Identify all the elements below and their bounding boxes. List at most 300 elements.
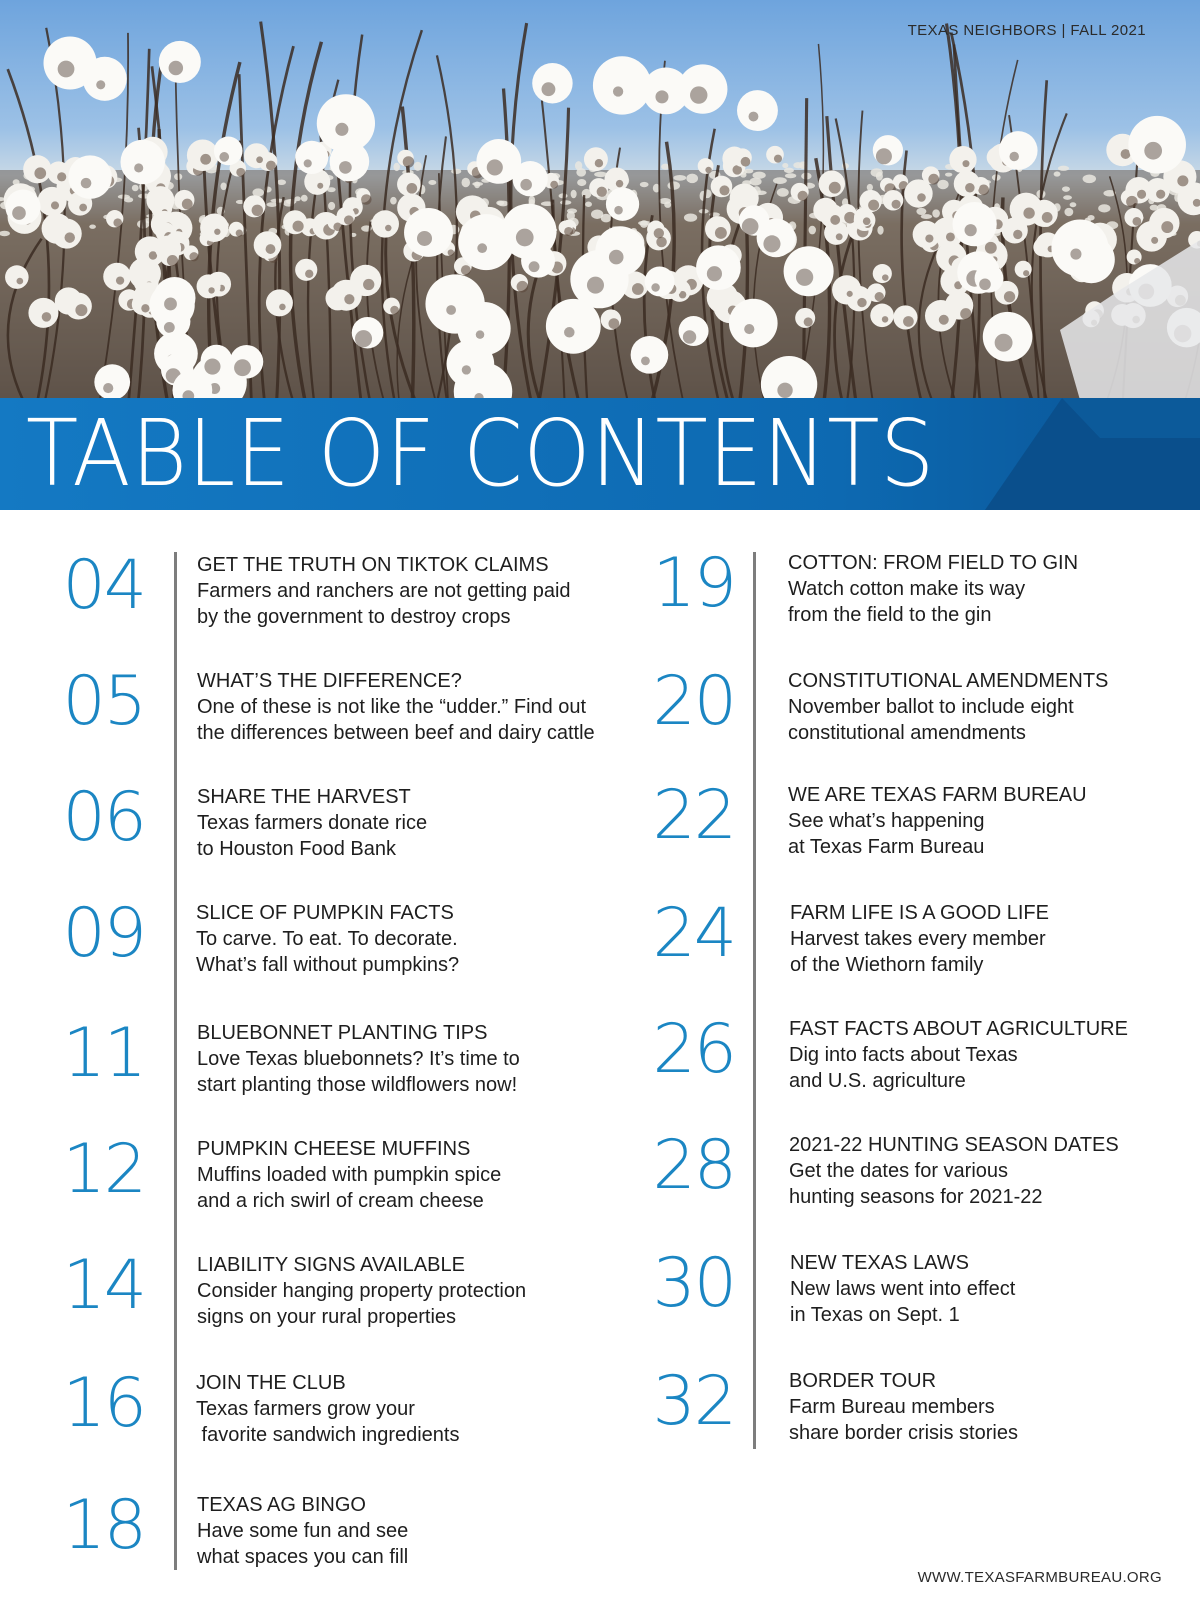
- entry-desc-line: See what’s happening: [788, 810, 985, 832]
- boll-shadow: [182, 199, 193, 210]
- entry-title: CONSTITUTIONAL AMENDMENTS: [788, 670, 1109, 692]
- cotton-boll: [328, 202, 335, 210]
- boll-shadow: [960, 308, 971, 319]
- cotton-boll: [200, 214, 228, 242]
- cotton-boll: [372, 210, 399, 237]
- boll-shadow: [134, 163, 143, 172]
- cotton-boll: [645, 267, 675, 297]
- cotton-boll: [773, 177, 787, 184]
- masthead: TEXAS NEIGHBORS | FALL 2021: [907, 22, 1146, 39]
- cotton-boll: [576, 168, 586, 177]
- boll-shadow: [208, 287, 214, 293]
- cotton-boll: [1054, 171, 1061, 176]
- page-number: 06: [62, 778, 145, 857]
- entry-desc-line: New laws went into effect: [790, 1278, 1016, 1300]
- boll-shadow: [516, 229, 534, 247]
- page-number: 12: [62, 1130, 145, 1209]
- entry-desc-line: by the government to destroy crops: [197, 606, 511, 628]
- page-number: 26: [652, 1010, 735, 1089]
- boll-shadow: [595, 159, 603, 167]
- boll-shadow: [655, 90, 668, 103]
- boll-shadow: [995, 334, 1013, 352]
- boll-shadow: [477, 243, 487, 253]
- entry-title: TEXAS AG BINGO: [197, 1494, 366, 1516]
- entry-desc-line: Farm Bureau members: [789, 1396, 995, 1418]
- boll-shadow: [641, 356, 650, 365]
- boll-shadow: [613, 86, 623, 96]
- entry-title: 2021-22 HUNTING SEASON DATES: [789, 1134, 1119, 1156]
- cotton-boll: [295, 259, 317, 281]
- boll-shadow: [461, 265, 471, 275]
- boll-shadow: [417, 231, 432, 246]
- cotton-boll: [214, 137, 243, 166]
- boll-shadow: [517, 281, 529, 293]
- entry-desc-line: of the Wiethorn family: [790, 954, 984, 976]
- cotton-boll: [68, 155, 112, 199]
- boll-shadow: [363, 279, 374, 290]
- cotton-boll: [462, 178, 470, 188]
- boll-shadow: [587, 277, 604, 294]
- boll-shadow: [876, 148, 892, 164]
- page-number: 09: [62, 894, 145, 973]
- boll-shadow: [169, 61, 183, 75]
- boll-shadow: [965, 224, 977, 236]
- cotton-boll: [1083, 175, 1096, 184]
- boll-shadow: [219, 152, 229, 162]
- cotton-boll: [83, 57, 127, 101]
- cotton-boll: [631, 336, 669, 374]
- boll-shadow: [614, 206, 623, 215]
- boll-shadow: [742, 218, 759, 235]
- entry-desc-line: Texas farmers grow your: [196, 1398, 415, 1420]
- boll-shadow: [1023, 270, 1029, 276]
- page-number: 24: [652, 894, 735, 973]
- boll-shadow: [189, 252, 198, 261]
- boll-shadow: [462, 365, 471, 374]
- boll-shadow: [34, 167, 46, 179]
- boll-shadow: [355, 330, 372, 347]
- cotton-boll: [254, 231, 282, 259]
- boll-shadow: [1126, 196, 1138, 208]
- boll-shadow: [632, 283, 644, 295]
- boll-shadow: [65, 232, 75, 242]
- entry-desc-line: share border crisis stories: [789, 1422, 1018, 1444]
- cotton-boll: [1062, 186, 1070, 191]
- cotton-boll: [132, 185, 139, 191]
- boll-shadow: [75, 304, 87, 316]
- entry-desc-line: signs on your rural properties: [197, 1306, 457, 1328]
- boll-shadow: [763, 235, 780, 252]
- right-column-divider: [753, 552, 756, 1449]
- boll-shadow: [317, 183, 323, 189]
- cotton-boll: [458, 214, 514, 270]
- left-column-divider: [174, 552, 177, 1570]
- cotton-boll: [954, 171, 980, 197]
- boll-shadow: [1010, 152, 1019, 161]
- boll-shadow: [476, 330, 485, 339]
- cotton-boll: [390, 197, 397, 205]
- boll-shadow: [164, 298, 177, 311]
- boll-shadow: [777, 383, 792, 398]
- boll-shadow: [339, 161, 352, 174]
- hero-cotton-photo: [0, 0, 1200, 400]
- entry-title: WE ARE TEXAS FARM BUREAU: [788, 784, 1087, 806]
- boll-shadow: [200, 154, 211, 165]
- boll-shadow: [51, 201, 59, 209]
- cotton-boll: [301, 195, 308, 202]
- boll-shadow: [487, 159, 503, 175]
- boll-shadow: [448, 249, 454, 255]
- boll-shadow: [774, 155, 782, 163]
- boll-shadow: [875, 292, 884, 301]
- cotton-boll: [932, 209, 940, 217]
- boll-shadow: [1023, 207, 1034, 218]
- cotton-boll: [451, 169, 461, 174]
- boll-shadow: [654, 228, 664, 238]
- cotton-boll: [953, 202, 997, 246]
- boll-shadow: [550, 181, 558, 189]
- cotton-boll: [749, 178, 761, 186]
- boll-shadow: [978, 185, 989, 196]
- cotton-boll: [103, 263, 131, 291]
- boll-shadow: [836, 233, 843, 240]
- boll-shadow: [214, 229, 220, 235]
- boll-shadow: [57, 172, 66, 181]
- cotton-boll: [809, 226, 816, 235]
- boll-shadow: [1161, 221, 1173, 233]
- boll-shadow: [744, 324, 754, 334]
- entry-desc-line: Have some fun and see: [197, 1520, 409, 1542]
- boll-shadow: [79, 204, 87, 212]
- boll-shadow: [385, 225, 391, 231]
- boll-shadow: [917, 193, 926, 202]
- cotton-boll: [937, 180, 948, 190]
- boll-shadow: [1134, 258, 1140, 264]
- cotton-boll: [925, 300, 957, 332]
- entry-desc-line: hunting seasons for 2021-22: [789, 1186, 1043, 1208]
- boll-shadow: [1004, 291, 1015, 302]
- entry-title: SHARE THE HARVEST: [197, 786, 411, 808]
- cotton-boll: [686, 174, 698, 184]
- entry-desc-line: start planting those wildflowers now!: [197, 1074, 518, 1096]
- boll-shadow: [164, 322, 175, 333]
- boll-shadow: [609, 250, 624, 265]
- cotton-boll: [1070, 202, 1077, 207]
- boll-shadow: [96, 80, 105, 89]
- cotton-boll: [277, 179, 286, 185]
- boll-shadow: [279, 304, 286, 311]
- entry-title: NEW TEXAS LAWS: [790, 1252, 969, 1274]
- cotton-boll: [793, 162, 803, 168]
- boll-shadow: [1156, 190, 1165, 199]
- entry-desc-line: favorite sandwich ingredients: [196, 1424, 460, 1446]
- boll-shadow: [857, 298, 866, 307]
- boll-shadow: [651, 283, 659, 291]
- entry-title: SLICE OF PUMPKIN FACTS: [196, 902, 454, 924]
- boll-shadow: [892, 200, 901, 209]
- cotton-boll: [684, 213, 697, 221]
- boll-shadow: [1013, 230, 1022, 239]
- cotton-boll: [546, 299, 601, 354]
- boll-shadow: [656, 237, 667, 248]
- entry-desc-line: constitutional amendments: [788, 722, 1026, 744]
- boll-shadow: [882, 316, 888, 322]
- cotton-boll: [673, 175, 686, 181]
- boll-shadow: [236, 230, 243, 237]
- entry-desc-line: and a rich swirl of cream cheese: [197, 1190, 484, 1212]
- boll-shadow: [116, 276, 124, 284]
- boll-shadow: [863, 217, 871, 225]
- cotton-boll: [593, 56, 651, 114]
- boll-shadow: [1177, 175, 1188, 186]
- boll-shadow: [979, 278, 991, 290]
- boll-shadow: [236, 168, 245, 177]
- cotton-boll: [659, 198, 671, 204]
- cotton-boll: [393, 163, 399, 171]
- cotton-boll: [28, 298, 58, 328]
- cotton-boll: [244, 143, 269, 168]
- cotton-boll: [5, 265, 29, 289]
- page-number: 04: [62, 546, 145, 625]
- cotton-boll: [266, 289, 293, 316]
- boll-shadow: [446, 305, 456, 315]
- boll-shadow: [167, 255, 178, 266]
- cotton-boll: [571, 190, 577, 199]
- cotton-boll: [414, 162, 422, 171]
- entry-desc-line: Texas farmers donate rice: [197, 812, 428, 834]
- entry-desc-line: November ballot to include eight: [788, 696, 1074, 718]
- entry-title: FARM LIFE IS A GOOD LIFE: [790, 902, 1049, 924]
- website-url[interactable]: WWW.TEXASFARMBUREAU.ORG: [917, 1569, 1162, 1586]
- boll-shadow: [741, 157, 751, 167]
- cotton-boll: [785, 173, 796, 178]
- boll-shadow: [1151, 237, 1158, 244]
- boll-shadow: [882, 274, 889, 281]
- boll-shadow: [305, 270, 313, 278]
- entry-title: GET THE TRUTH ON TIKTOK CLAIMS: [197, 554, 549, 576]
- entry-desc-line: Consider hanging property protection: [197, 1280, 527, 1302]
- boll-shadow: [361, 194, 372, 205]
- page-number: 05: [62, 662, 145, 741]
- entry-desc-line: in Texas on Sept. 1: [790, 1304, 960, 1326]
- cotton-boll: [737, 90, 778, 131]
- boll-shadow: [204, 358, 220, 374]
- cotton-boll: [1051, 220, 1108, 277]
- entry-desc-line: What’s fall without pumpkins?: [196, 954, 460, 976]
- cotton-boll: [916, 208, 926, 215]
- page-number: 32: [652, 1362, 735, 1441]
- boll-shadow: [564, 327, 575, 338]
- cotton-boll: [267, 202, 278, 207]
- cotton-boll: [870, 304, 894, 328]
- boll-shadow: [542, 82, 556, 96]
- boll-shadow: [293, 221, 304, 232]
- boll-shadow: [804, 317, 813, 326]
- boll-shadow: [597, 187, 607, 197]
- boll-shadow: [42, 312, 52, 322]
- page-number: 19: [652, 544, 735, 623]
- boll-shadow: [344, 215, 354, 225]
- boll-shadow: [925, 234, 933, 242]
- boll-shadow: [17, 278, 24, 285]
- page-number: 14: [62, 1246, 145, 1325]
- boll-shadow: [266, 244, 276, 254]
- cotton-boll: [154, 277, 196, 319]
- boll-shadow: [1042, 212, 1053, 223]
- cotton-boll: [1063, 195, 1072, 200]
- boll-shadow: [81, 178, 92, 189]
- cotton-boll: [606, 188, 639, 221]
- cotton-boll: [1015, 261, 1032, 278]
- cotton-boll: [317, 94, 375, 152]
- entry-title: FAST FACTS ABOUT AGRICULTURE: [789, 1018, 1128, 1040]
- cotton-boll: [428, 180, 436, 185]
- boll-shadow: [234, 359, 251, 376]
- cotton-boll: [584, 147, 608, 171]
- cotton-boll: [640, 182, 649, 187]
- boll-shadow: [520, 179, 532, 191]
- cotton-boll: [120, 140, 164, 184]
- boll-shadow: [407, 183, 418, 194]
- cotton-boll: [560, 200, 571, 205]
- cotton-boll: [904, 179, 932, 207]
- cotton-boll: [294, 196, 301, 201]
- boll-shadow: [564, 227, 573, 236]
- entry-desc-line: at Texas Farm Bureau: [788, 836, 985, 858]
- cotton-boll: [1064, 208, 1073, 216]
- cotton-boll: [89, 224, 96, 228]
- boll-shadow: [616, 180, 623, 187]
- cotton-boll: [585, 202, 592, 207]
- cotton-boll: [425, 274, 484, 333]
- cotton-boll: [729, 299, 778, 348]
- boll-shadow: [847, 291, 853, 297]
- boll-shadow: [1144, 142, 1162, 160]
- cotton-boll: [220, 182, 226, 190]
- entry-title: PUMPKIN CHEESE MUFFINS: [197, 1138, 471, 1160]
- cotton-boll: [873, 264, 892, 283]
- entry-desc-line: Dig into facts about Texas: [789, 1044, 1018, 1066]
- entry-title: BLUEBONNET PLANTING TIPS: [197, 1022, 488, 1044]
- boll-shadow: [1132, 217, 1141, 226]
- entry-desc-line: and U.S. agriculture: [789, 1070, 966, 1092]
- page-number: 11: [62, 1014, 145, 1093]
- cotton-boll: [496, 200, 504, 205]
- cotton-boll: [1098, 204, 1110, 212]
- entry-title: LIABILITY SIGNS AVAILABLE: [197, 1254, 465, 1276]
- cotton-boll: [832, 275, 861, 304]
- entry-title: JOIN THE CLUB: [196, 1372, 346, 1394]
- cotton-boll: [913, 221, 941, 249]
- boll-shadow: [266, 161, 276, 171]
- boll-shadow: [1137, 190, 1146, 199]
- cotton-boll: [640, 220, 648, 228]
- boll-shadow: [796, 269, 813, 286]
- boll-shadow: [256, 156, 263, 163]
- boll-shadow: [683, 330, 696, 343]
- boll-shadow: [798, 191, 808, 201]
- cotton-boll: [447, 340, 495, 388]
- cotton-boll: [577, 179, 586, 186]
- boll-shadow: [962, 160, 969, 167]
- page-number: 18: [62, 1486, 145, 1565]
- boll-shadow: [829, 182, 841, 194]
- entry-desc-line: Get the dates for various: [789, 1160, 1009, 1182]
- entry-desc-line: Farmers and ranchers are not getting paid: [197, 580, 571, 602]
- cotton-field-illustration: [0, 0, 1200, 400]
- entry-desc-line: Watch cotton make its way: [788, 578, 1026, 600]
- boll-shadow: [946, 233, 955, 242]
- cotton-boll: [877, 226, 883, 235]
- entry-desc-line: One of these is not like the “udder.” Find out: [197, 696, 587, 718]
- entry-title: COTTON: FROM FIELD TO GIN: [788, 552, 1079, 574]
- boll-shadow: [868, 200, 879, 211]
- boll-shadow: [985, 242, 997, 254]
- boll-shadow: [252, 205, 263, 216]
- page-title: TABLE OF CONTENTS: [26, 400, 935, 507]
- entry-desc-line: Love Texas bluebonnets? It’s time to: [197, 1048, 520, 1070]
- entry-desc-line: Muffins loaded with pumpkin spice: [197, 1164, 502, 1186]
- boll-shadow: [1070, 249, 1081, 260]
- boll-shadow: [12, 206, 26, 220]
- page-number: 30: [652, 1244, 735, 1323]
- entry-desc-line: to Houston Food Bank: [197, 838, 397, 860]
- entry-desc-line: To carve. To eat. To decorate.: [196, 928, 458, 950]
- boll-shadow: [141, 304, 149, 312]
- cotton-boll: [945, 173, 952, 177]
- cotton-boll: [5, 189, 40, 224]
- boll-shadow: [304, 159, 312, 167]
- cotton-boll: [295, 141, 328, 174]
- boll-shadow: [58, 61, 75, 78]
- cotton-boll: [513, 161, 548, 196]
- boll-shadow: [335, 123, 348, 136]
- cotton-boll: [871, 168, 883, 177]
- boll-shadow: [965, 183, 974, 192]
- boll-shadow: [830, 215, 840, 225]
- cotton-boll: [601, 214, 612, 223]
- entry-desc-line: Harvest takes every member: [790, 928, 1046, 950]
- boll-shadow: [403, 156, 414, 167]
- entry-desc-line: from the field to the gin: [788, 604, 992, 626]
- entry-desc-line: what spaces you can fill: [197, 1546, 409, 1568]
- cotton-boll: [949, 146, 976, 173]
- page-number: 22: [652, 776, 735, 855]
- cotton-boll: [782, 163, 788, 168]
- cotton-boll: [197, 274, 221, 298]
- cotton-boll: [999, 131, 1038, 170]
- boll-shadow: [928, 174, 939, 185]
- boll-shadow: [608, 318, 619, 329]
- cotton-boll: [777, 188, 789, 197]
- entry-title: BORDER TOUR: [789, 1370, 937, 1392]
- boll-shadow: [529, 261, 540, 272]
- cotton-boll: [567, 208, 577, 213]
- page-number: 20: [652, 662, 735, 741]
- cotton-boll: [784, 168, 794, 173]
- cotton-boll: [1087, 215, 1094, 220]
- boll-shadow: [103, 383, 113, 393]
- boll-shadow: [719, 185, 729, 195]
- cotton-boll: [94, 364, 130, 400]
- boll-shadow: [690, 86, 707, 103]
- cotton-boll: [867, 184, 873, 191]
- cotton-boll: [820, 204, 844, 228]
- cotton-boll: [532, 63, 572, 103]
- boll-shadow: [903, 316, 914, 327]
- cotton-boll: [472, 182, 483, 186]
- page-number: 16: [62, 1364, 145, 1443]
